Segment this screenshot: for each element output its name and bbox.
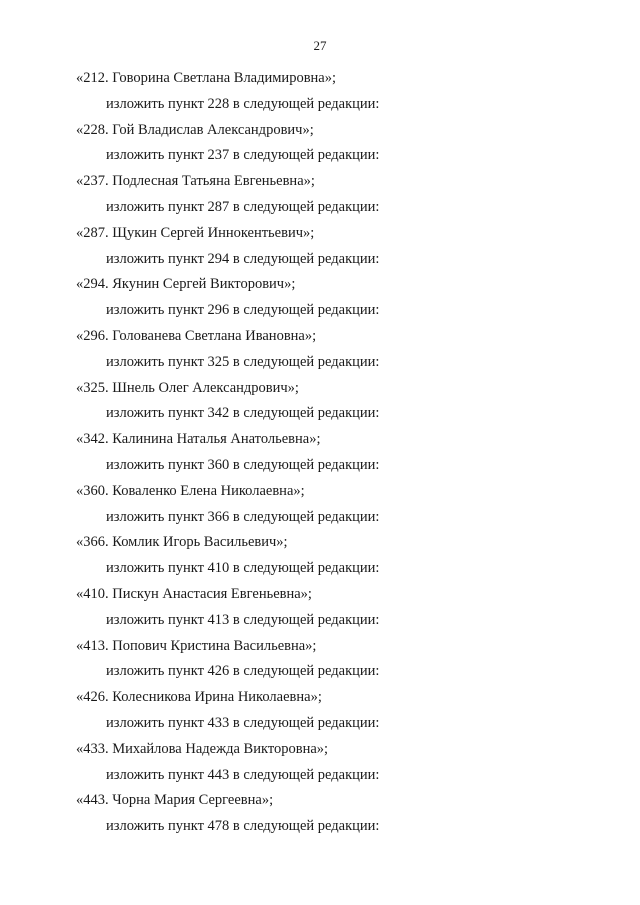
list-entry: «433. Михайлова Надежда Викторовна»; bbox=[76, 740, 329, 757]
edit-instruction: изложить пункт 366 в следующей редакции: bbox=[106, 508, 380, 525]
list-entry: «342. Калинина Наталья Анатольевна»; bbox=[76, 431, 321, 448]
document-body bbox=[0, 66, 640, 840]
edit-instruction: изложить пункт 413 в следующей редакции: bbox=[106, 611, 380, 628]
list-entry: «410. Пискун Анастасия Евгеньевна»; bbox=[76, 585, 312, 602]
edit-instruction: изложить пункт 478 в следующей редакции: bbox=[106, 818, 380, 835]
edit-instruction: изложить пункт 342 в следующей редакции: bbox=[106, 405, 380, 422]
edit-instruction: изложить пункт 325 в следующей редакции: bbox=[106, 353, 380, 370]
list-entry: «366. Комлик Игорь Васильевич»; bbox=[76, 534, 288, 551]
list-entry: «360. Коваленко Елена Николаевна»; bbox=[76, 482, 305, 499]
list-entry: «237. Подлесная Татьяна Евгеньевна»; bbox=[76, 173, 315, 190]
edit-instruction: изложить пункт 443 в следующей редакции: bbox=[106, 766, 380, 783]
edit-instruction: изложить пункт 228 в следующей редакции: bbox=[106, 95, 380, 112]
list-entry: «443. Чорна Мария Сергеевна»; bbox=[76, 792, 274, 809]
list-entry: «325. Шнель Олег Александрович»; bbox=[76, 379, 299, 396]
edit-instruction: изложить пункт 237 в следующей редакции: bbox=[106, 147, 380, 164]
edit-instruction: изложить пункт 433 в следующей редакции: bbox=[106, 714, 380, 731]
edit-instruction: изложить пункт 360 в следующей редакции: bbox=[106, 456, 380, 473]
list-entry: «287. Щукин Сергей Иннокентьевич»; bbox=[76, 224, 315, 241]
list-entry: «228. Гой Владислав Александрович»; bbox=[76, 121, 314, 138]
list-entry: «296. Голованева Светлана Ивановна»; bbox=[76, 327, 317, 344]
list-entry: «426. Колесникова Ирина Николаевна»; bbox=[76, 689, 322, 706]
edit-instruction: изложить пункт 287 в следующей редакции: bbox=[106, 198, 380, 215]
list-entry: «413. Попович Кристина Васильевна»; bbox=[76, 637, 317, 654]
edit-instruction: изложить пункт 410 в следующей редакции: bbox=[106, 560, 380, 577]
edit-instruction: изложить пункт 296 в следующей редакции: bbox=[106, 302, 380, 319]
list-entry: «212. Говорина Светлана Владимировна»; bbox=[76, 70, 337, 86]
list-entry: «294. Якунин Сергей Викторович»; bbox=[76, 276, 296, 293]
edit-instruction: изложить пункт 294 в следующей редакции: bbox=[106, 250, 380, 267]
page-number: 27 bbox=[313, 38, 327, 53]
edit-instruction: изложить пункт 426 в следующей редакции: bbox=[106, 663, 380, 680]
